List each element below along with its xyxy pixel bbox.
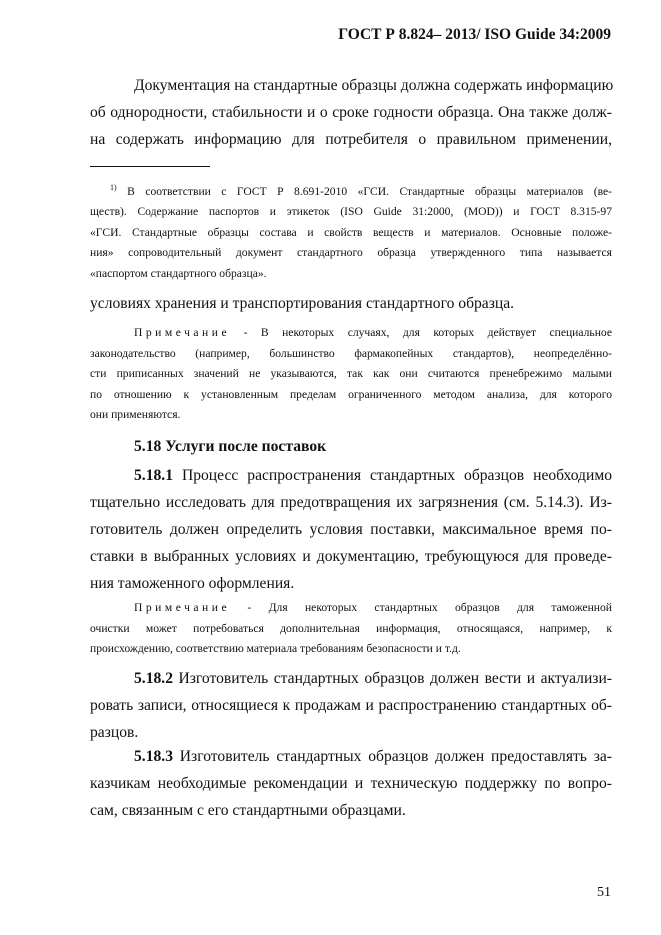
footnote-line (90, 178, 612, 202)
paragraph-text: Процесс распространения стандартных образцов необходимо (172, 467, 612, 484)
intro-line: об однородности, стабильности и о сроке годности образца. Она также долж- (90, 104, 612, 121)
paragraph-number: 5.18.1 (134, 467, 173, 484)
note-1-line: сти приписанных значений не указываются, так как они считаются пренебрежимо малыми (90, 367, 612, 380)
paragraph-number: 5.18.3 (134, 748, 173, 765)
paragraph-line: сам, связанным с его стандартными образцами. (90, 802, 406, 819)
paragraph-text: Изготовитель стандартных образцов должен предоставлять за- (172, 748, 612, 765)
document-header: ГОСТ Р 8.824– 2013/ ISO Guide 34:2009 (338, 26, 611, 43)
footnote-line: ния» сопроводительный документ стандартного образца утвержденного типа называется (90, 246, 612, 260)
continuation-paragraph (90, 290, 612, 317)
intro-paragraph (90, 72, 612, 153)
note-text: - В некоторых случаях, для которых действует специальное (230, 326, 612, 339)
section-heading (90, 433, 612, 460)
page-number: 51 (597, 885, 611, 900)
note-1 (90, 323, 612, 426)
paragraph-5-18-1 (90, 462, 612, 597)
paragraph-line: тщательно исследовать для предотвращения их загрязнения (см. 5.14.3). Из- (90, 494, 612, 511)
paragraph-first-line (90, 743, 612, 770)
note-text: - Для некоторых стандартных образцов для таможенной (230, 601, 612, 614)
note-1-line: по отношению к установленным пределам ограниченного методом анализа, для которого (90, 387, 612, 401)
footnote-marker: 1) (110, 183, 117, 192)
note-1-first-line (90, 323, 612, 344)
paragraph-first-line (90, 462, 612, 489)
paragraph-5-18-3 (90, 743, 612, 824)
paragraph-line: готовитель должен определить условия поставки, максимальное время по- (90, 521, 612, 538)
paragraph-line: ния таможенного оформления. (90, 575, 295, 592)
note-label: Примечание (134, 326, 231, 339)
footnote-text: В соответствии с ГОСТ Р 8.691-2010 «ГСИ. Стандартные образцы материалов (ве- (127, 184, 612, 198)
footnote (90, 178, 612, 284)
paragraph-line: ровать записи, относящиеся к продажам и распространению стандартных об- (90, 697, 612, 714)
continuation-line: условиях хранения и транспортирования стандартного образца. (90, 295, 515, 312)
intro-line: Документация на стандартные образцы должна содержать информацию (134, 77, 614, 94)
footnote-line: «паспортом стандартного образца». (90, 266, 267, 280)
section-heading-text: 5.18 Услуги после поставок (134, 438, 327, 455)
section-heading-block (90, 433, 612, 460)
note-label: Примечание (134, 601, 231, 614)
paragraph-line: разцов. (90, 724, 139, 741)
paragraph-first-line (90, 665, 612, 692)
paragraph-text: Изготовитель стандартных образцов должен вести и актуализи- (172, 670, 612, 687)
paragraph-5-18-2 (90, 665, 612, 746)
note-2 (90, 598, 612, 660)
paragraph-number: 5.18.2 (134, 670, 173, 687)
note-2-line: происхождению, соответствию материала требованиям безопасности и т.д. (90, 642, 461, 655)
footnote-line: ществ). Содержание паспортов и этикеток (ISO Guide 31:2000, (MOD)) и ГОСТ 8.315-97 (90, 205, 612, 219)
note-2-line: очистки может потребоваться дополнительная информация, относящаяся, например, к (90, 621, 612, 635)
paragraph-line: казчикам необходимые рекомендации и техническую поддержку по вопро- (90, 775, 612, 792)
note-1-line: законодательство (например, большинство фармакопейных стандартов), неопределённо- (90, 346, 612, 360)
footnote-line: «ГСИ. Стандартные образцы состава и свойств веществ и материалов. Основные положе- (90, 225, 612, 239)
intro-line: на содержать информацию для потребителя о правильном применении, (90, 131, 612, 148)
paragraph-line: ставки в выбранных условиях и документацию, требующуюся для проведе- (90, 548, 612, 565)
footnote-divider (90, 166, 210, 167)
note-2-first-line (90, 598, 612, 619)
note-1-line: они применяются. (90, 408, 181, 421)
